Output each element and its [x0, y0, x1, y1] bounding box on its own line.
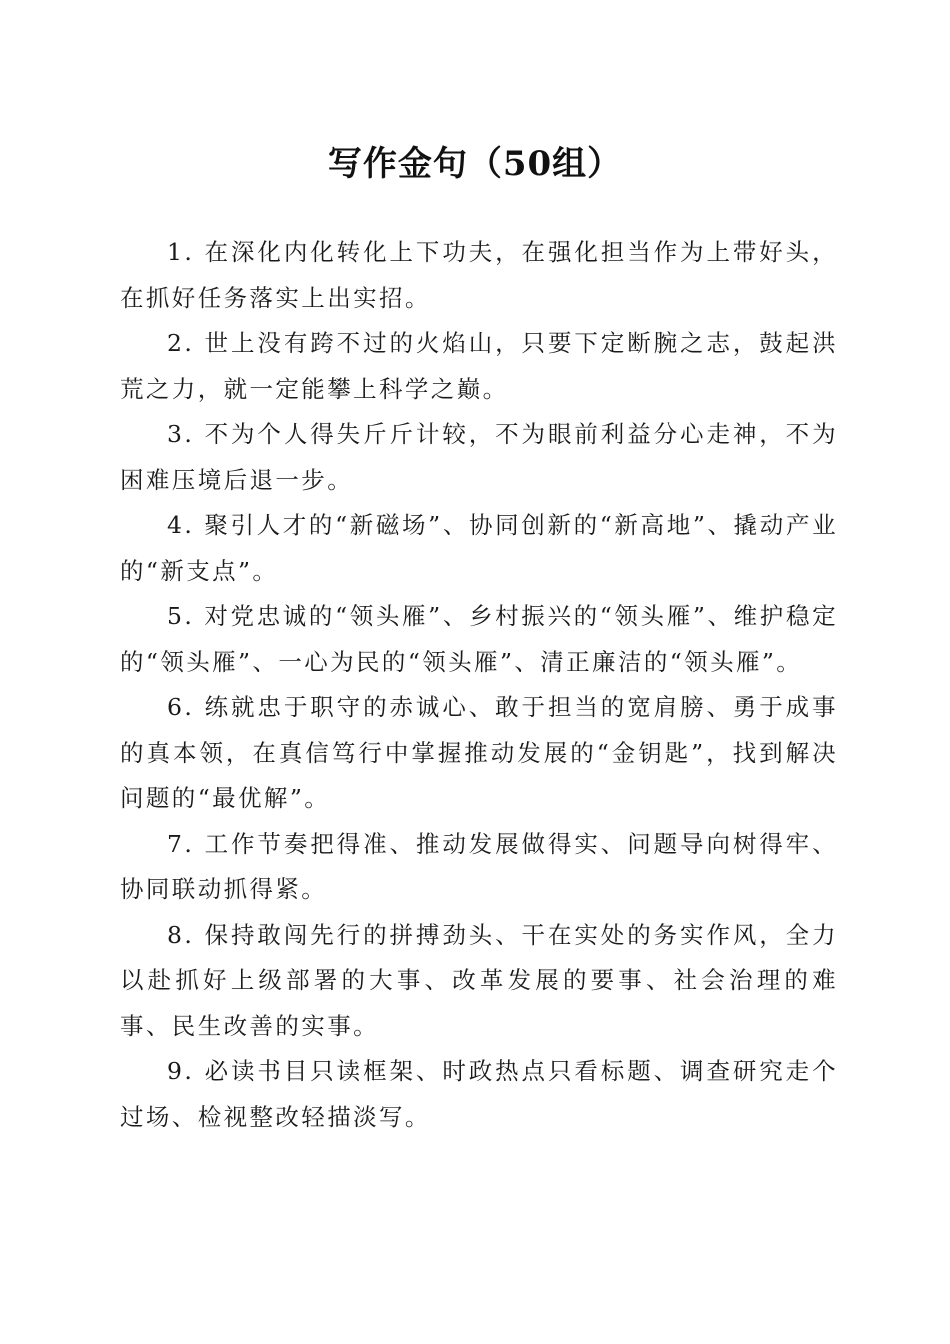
paragraph-5: 5. 对党忠诚的“领头雁”、乡村振兴的“领头雁”、维护稳定的“领头雁”、一心为民的“领头雁”、清正廉洁的“领头雁”。 — [120, 602, 838, 676]
paragraph-3: 3. 不为个人得失斤斤计较，不为眼前利益分心走神，不为困难压境后退一步。 — [120, 420, 838, 494]
document-body — [120, 230, 838, 1140]
paragraph-7: 7. 工作节奏把得准、推动发展做得实、问题导向树得牢、协同联动抓得紧。 — [120, 829, 838, 903]
paragraph-8: 8. 保持敢闯先行的拼搏劲头、干在实处的务实作风，全力以赴抓好上级部署的大事、改革发展的要事、社会治理的难事、民生改善的实事。 — [120, 920, 838, 1040]
document-title: 写作金句（50组） — [327, 144, 623, 184]
paragraph-6: 6. 练就忠于职守的赤诚心、敢于担当的宽肩膀、勇于成事的真本领，在真信笃行中掌握推动发展的“金钥匙”，找到解决问题的“最优解”。 — [120, 693, 838, 812]
paragraph-4: 4. 聚引人才的“新磁场”、协同创新的“新高地”、撬动产业的“新支点”。 — [120, 511, 838, 585]
paragraph-2: 2. 世上没有跨不过的火焰山，只要下定断腕之志，鼓起洪荒之力，就一定能攀上科学之巅。 — [120, 329, 838, 403]
paragraph-1: 1. 在深化内化转化上下功夫，在强化担当作为上带好头，在抓好任务落实上出实招。 — [120, 238, 838, 312]
paragraph-9: 9. 必读书目只读框架、时政热点只看标题、调查研究走个过场、检视整改轻描淡写。 — [120, 1057, 838, 1131]
